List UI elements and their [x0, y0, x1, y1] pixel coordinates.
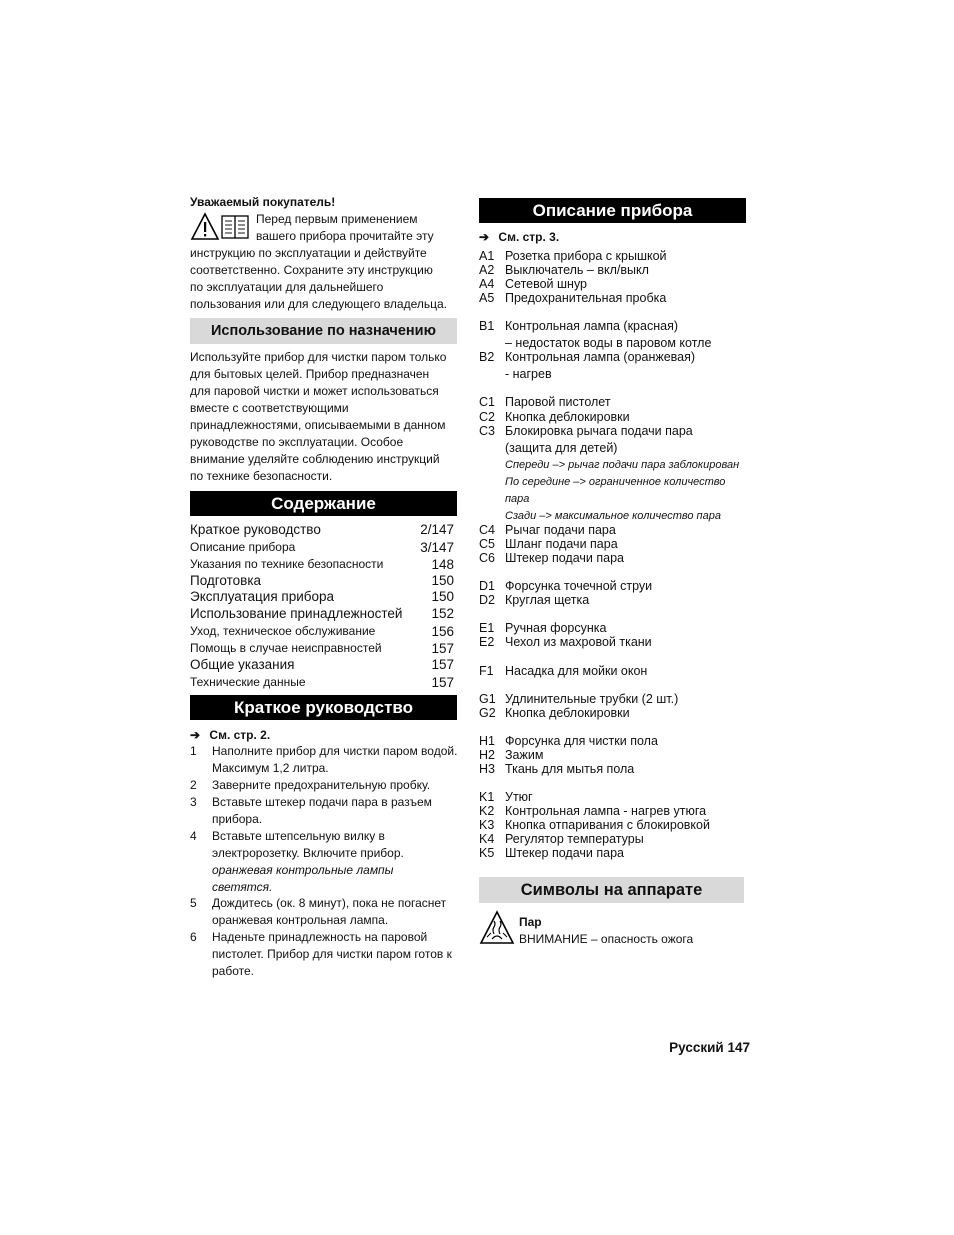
part-text: Кнопка деблокировки: [505, 410, 630, 424]
part-text: Контрольная лампа (оранжевая): [505, 350, 696, 364]
step-text: работе.: [212, 964, 254, 978]
step-text: оранжевая контрольная лампа.: [212, 913, 389, 927]
toc-page: 157: [431, 675, 454, 690]
part-code: H2: [479, 748, 495, 762]
symbols-heading: Символы на аппарате: [479, 877, 744, 903]
steam-warning-icon: [479, 910, 515, 946]
step-note: светятся.: [212, 880, 273, 894]
part-text: Шланг подачи пара: [505, 537, 618, 551]
toc-row[interactable]: [190, 606, 454, 621]
step-text: электророзетку. Включите прибор.: [212, 846, 404, 860]
step-number: 3: [190, 795, 197, 809]
toc-label: Технические данные: [190, 675, 306, 689]
part-code: C1: [479, 395, 495, 409]
part-code: K5: [479, 846, 495, 860]
usage-line: для бытовых целей. Прибор предназначен: [190, 367, 430, 381]
toc-page: 150: [431, 589, 454, 604]
toc-row[interactable]: [190, 557, 454, 572]
part-subtext: – недостаток воды в паровом котле: [505, 336, 712, 350]
part-text: Утюг: [505, 790, 533, 804]
desc-ref-text: См. стр. 3.: [498, 230, 560, 244]
part-text: Удлинительные трубки (2 шт.): [505, 692, 679, 706]
part-code: E1: [479, 621, 495, 635]
toc-page: 157: [431, 657, 454, 672]
quick-ref-text: См. стр. 2.: [209, 728, 271, 742]
toc-label: Помощь в случае неисправностей: [190, 641, 382, 655]
part-code: D1: [479, 579, 495, 593]
part-text: Контрольная лампа - нагрев утюга: [505, 804, 707, 818]
toc-label: Краткое руководство: [190, 522, 321, 537]
part-code: K4: [479, 832, 495, 846]
part-code: C2: [479, 410, 495, 424]
part-code: H3: [479, 762, 495, 776]
step-number: 6: [190, 930, 197, 944]
part-code: D2: [479, 593, 495, 607]
part-text: Рычаг подачи пара: [505, 523, 616, 537]
usage-line: по технике безопасности.: [190, 469, 333, 483]
part-text: Кнопка деблокировки: [505, 706, 630, 720]
usage-line: внимание уделяйте соблюдению инструкций: [190, 452, 440, 466]
part-text: Ткань для мытья пола: [505, 762, 635, 776]
description-heading: Описание прибора: [479, 198, 746, 223]
part-note: Спереди –> рычаг подачи пара заблокирован: [505, 459, 740, 471]
part-note: По середине –> ограниченное количество: [505, 476, 726, 488]
part-code: A1: [479, 249, 495, 263]
intro-line: соответственно. Сохраните эту инструкцию: [190, 263, 433, 277]
part-code: A5: [479, 291, 495, 305]
dear-customer-heading: Уважаемый покупатель!: [190, 195, 336, 209]
quick-guide-heading: Краткое руководство: [190, 695, 457, 720]
part-code: F1: [479, 664, 494, 678]
desc-ref: [479, 229, 559, 246]
part-note: пара: [505, 493, 530, 505]
part-text: Паровой пистолет: [505, 395, 611, 409]
toc-page: 3/147: [420, 540, 454, 555]
toc-page: 156: [431, 624, 454, 639]
usage-line: руководстве по эксплуатации. Особое: [190, 435, 404, 449]
quick-ref: [190, 727, 270, 744]
step-text: Дождитесь (ок. 8 минут), пока не погаснет: [212, 896, 447, 910]
part-text: Штекер подачи пара: [505, 846, 624, 860]
contents-heading: Содержание: [190, 491, 457, 516]
part-code: C3: [479, 424, 495, 438]
page-number: Русский 147: [669, 1040, 750, 1055]
toc-row[interactable]: [190, 540, 454, 555]
part-code: K1: [479, 790, 495, 804]
part-subtext: (защита для детей): [505, 441, 618, 455]
part-text: Розетка прибора с крышкой: [505, 249, 667, 263]
part-text: Чехол из махровой ткани: [505, 635, 652, 649]
step-note: оранжевая контрольные лампы: [212, 863, 394, 877]
symbol-text: ВНИМАНИЕ – опасность ожога: [519, 932, 694, 946]
step-number: 5: [190, 896, 197, 910]
step-text: Максимум 1,2 литра.: [212, 761, 329, 775]
part-code: G1: [479, 692, 496, 706]
part-code: C5: [479, 537, 495, 551]
toc-row[interactable]: [190, 522, 454, 537]
arrow-right-icon: ➔: [190, 728, 201, 742]
usage-line: для паровой чистки и может использоваться: [190, 384, 439, 398]
toc-row[interactable]: [190, 641, 454, 656]
toc-page: 152: [431, 606, 454, 621]
step-number: 2: [190, 778, 197, 792]
toc-row[interactable]: [190, 657, 454, 672]
usage-line: вместе с соответствующими: [190, 401, 349, 415]
arrow-right-icon: ➔: [479, 230, 490, 244]
part-code: B2: [479, 350, 495, 364]
intro-line: Перед первым применением: [256, 212, 418, 226]
part-code: G2: [479, 706, 496, 720]
part-text: Регулятор температуры: [505, 832, 644, 846]
toc-row[interactable]: [190, 624, 454, 639]
intro-line: по эксплуатации для дальнейшего: [190, 280, 384, 294]
toc-label: Общие указания: [190, 657, 295, 672]
part-text: Выключатель – вкл/выкл: [505, 263, 649, 277]
toc-page: 157: [431, 641, 454, 656]
part-text: Контрольная лампа (красная): [505, 319, 678, 333]
part-code: K2: [479, 804, 495, 818]
part-text: Предохранительная пробка: [505, 291, 667, 305]
toc-page: 150: [431, 573, 454, 588]
toc-label: Указания по технике безопасности: [190, 557, 384, 571]
part-code: C6: [479, 551, 495, 565]
intro-line: инструкцию по эксплуатации и действуйте: [190, 246, 427, 260]
step-number: 1: [190, 744, 197, 758]
part-text: Форсунка точечной струи: [505, 579, 653, 593]
part-text: Блокировка рычага подачи пара: [505, 424, 693, 438]
toc-label: Описание прибора: [190, 540, 296, 554]
toc-page: 2/147: [420, 522, 454, 537]
part-code: E2: [479, 635, 495, 649]
manual-book-icon: [222, 216, 248, 238]
part-text: Зажим: [505, 748, 544, 762]
part-text: Штекер подачи пара: [505, 551, 624, 565]
intro-line: пользования или для следующего владельца.: [190, 297, 447, 311]
part-code: C4: [479, 523, 495, 537]
part-code: A4: [479, 277, 495, 291]
toc-label: Подготовка: [190, 573, 262, 588]
part-subtext: - нагрев: [505, 367, 552, 381]
toc-row[interactable]: [190, 589, 454, 604]
step-text: пистолет. Прибор для чистки паром готов к: [212, 947, 452, 961]
toc-label: Эксплуатация прибора: [190, 589, 334, 604]
part-text: Насадка для мойки окон: [505, 664, 648, 678]
part-text: Форсунка для чистки пола: [505, 734, 658, 748]
toc-page: 148: [431, 557, 454, 572]
part-text: Круглая щетка: [505, 593, 590, 607]
step-text: Вставьте штепсельную вилку в: [212, 829, 385, 843]
step-text: Заверните предохранительную пробку.: [212, 778, 431, 792]
part-code: K3: [479, 818, 495, 832]
usage-line: принадлежностями, описываемыми в данном: [190, 418, 446, 432]
warning-triangle-icon: [190, 212, 250, 242]
usage-line: Используйте прибор для чистки паром только: [190, 350, 447, 364]
toc-label: Использование принадлежностей: [190, 606, 403, 621]
step-text: Наденьте принадлежность на паровой: [212, 930, 428, 944]
toc-row[interactable]: [190, 573, 454, 588]
part-text: Сетевой шнур: [505, 277, 588, 291]
part-code: H1: [479, 734, 495, 748]
step-number: 4: [190, 829, 197, 843]
usage-heading: Использование по назначению: [190, 318, 457, 344]
intro-line: вашего прибора прочитайте эту: [256, 229, 434, 243]
symbol-title: Пар: [519, 915, 542, 929]
part-text: Кнопка отпаривания с блокировкой: [505, 818, 710, 832]
intro-icons: [190, 212, 250, 242]
toc-label: Уход, техническое обслуживание: [190, 624, 376, 638]
step-text: прибора.: [212, 812, 263, 826]
part-note: Сзади –> максимальное количество пара: [505, 510, 721, 522]
toc-row[interactable]: [190, 675, 454, 690]
part-code: B1: [479, 319, 495, 333]
part-text: Ручная форсунка: [505, 621, 607, 635]
part-code: A2: [479, 263, 495, 277]
step-text: Вставьте штекер подачи пара в разъем: [212, 795, 432, 809]
step-text: Наполните прибор для чистки паром водой.: [212, 744, 458, 758]
